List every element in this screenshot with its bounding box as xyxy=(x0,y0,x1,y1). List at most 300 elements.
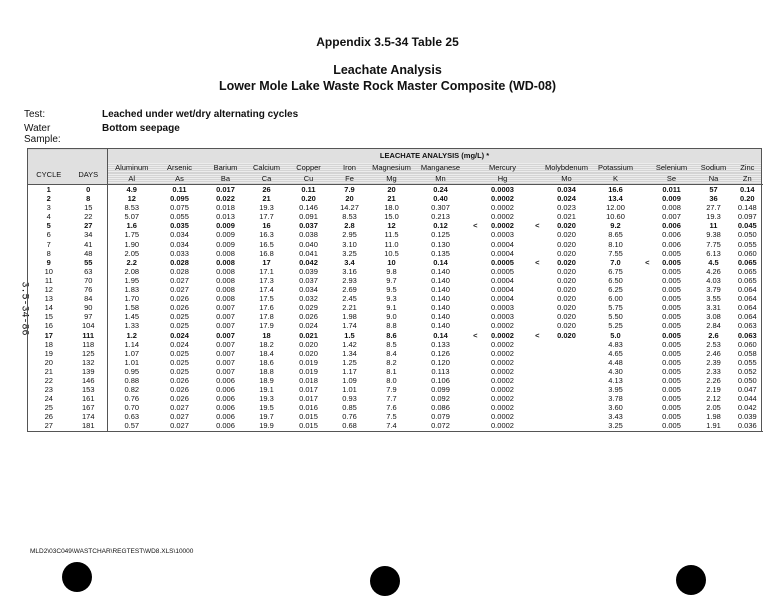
value-cell: 10.5 xyxy=(384,248,399,258)
value-cell: 8.4 xyxy=(386,348,397,358)
less-than-marker xyxy=(528,367,540,376)
value-cell: 8.1 xyxy=(386,366,397,376)
analyte-symbol: Mn xyxy=(416,173,466,185)
analyte-name: Copper xyxy=(286,163,332,173)
analyte-name: Sodium xyxy=(694,163,734,173)
value-cell: 0.042 xyxy=(299,257,318,267)
value-cell: 17.7 xyxy=(259,212,274,222)
less-than-marker xyxy=(528,212,540,221)
value-cell: 0.039 xyxy=(299,266,318,276)
slot-header xyxy=(638,163,650,173)
value-cell: 9.7 xyxy=(386,275,397,285)
value-cell: 7.55 xyxy=(608,248,623,258)
value-cell: 0.11 xyxy=(286,185,332,195)
value-cell: 7.0 xyxy=(610,257,621,267)
value-cell: 0.045 xyxy=(734,221,762,230)
value-cell: 1.33 xyxy=(108,321,156,330)
value-cell: 0.047 xyxy=(734,385,762,394)
value-cell: 0.008 xyxy=(216,257,235,267)
value-cell: 0.027 xyxy=(156,421,204,431)
value-cell: 8.53 xyxy=(342,212,357,222)
value-cell: 0.140 xyxy=(431,285,450,295)
analyte-symbol: K xyxy=(594,173,638,185)
value-cell: 1.91 xyxy=(694,421,734,431)
value-cell: 0.086 xyxy=(431,403,450,413)
value-cell: 0.005 xyxy=(662,294,681,304)
analyte-name: Potassium xyxy=(594,163,638,173)
value-cell: 0.034 xyxy=(540,185,594,195)
cycle-cell: 9 xyxy=(28,258,70,267)
value-cell: 0.042 xyxy=(734,403,762,412)
value-cell: 0.025 xyxy=(170,348,189,358)
value-cell: 2.8 xyxy=(344,221,355,231)
table-row xyxy=(28,267,762,276)
value-cell: 0.020 xyxy=(557,239,576,249)
less-than-marker xyxy=(638,249,650,258)
value-cell: 26 xyxy=(248,185,286,195)
less-than-marker xyxy=(466,267,478,276)
value-cell: 0.040 xyxy=(299,239,318,249)
less-than-marker xyxy=(528,249,540,258)
less-than-marker xyxy=(638,412,650,421)
value-cell: 12.00 xyxy=(606,203,625,213)
value-cell: 0.026 xyxy=(170,375,189,385)
table-row xyxy=(28,331,762,340)
value-cell: 2.2 xyxy=(108,258,156,267)
value-cell: 1.75 xyxy=(108,230,156,239)
value-cell: 0.14 xyxy=(433,330,448,340)
value-cell: 2.45 xyxy=(342,294,357,304)
less-than-marker xyxy=(466,403,478,412)
less-than-marker xyxy=(466,412,478,421)
value-cell: 0.019 xyxy=(299,357,318,367)
less-than-marker xyxy=(528,349,540,358)
value-cell: 2.95 xyxy=(342,230,357,240)
cycle-cell: 15 xyxy=(28,312,70,321)
value-cell: 5.0 xyxy=(610,330,621,340)
value-cell: 2.26 xyxy=(706,375,721,385)
value-cell: 0.018 xyxy=(299,375,318,385)
value-cell: 0.140 xyxy=(431,321,450,331)
value-cell: 0.140 xyxy=(431,312,450,322)
value-cell: 0.57 xyxy=(108,421,156,431)
value-cell: 1.45 xyxy=(108,312,156,321)
value-cell: 3.31 xyxy=(706,303,721,313)
value-cell: 8.65 xyxy=(608,230,623,240)
analyte-name: Manganese xyxy=(416,163,466,173)
cycle-cell: 26 xyxy=(28,412,70,421)
less-than-marker xyxy=(528,358,540,367)
value-cell xyxy=(540,394,594,403)
days-cell: 161 xyxy=(81,394,95,404)
value-cell: 0.88 xyxy=(108,376,156,385)
value-cell: 0.011 xyxy=(650,185,694,195)
header-cycle: CYCLE xyxy=(28,149,70,185)
value-cell: 9.1 xyxy=(386,303,397,313)
value-cell: 0.11 xyxy=(156,185,204,195)
value-cell: 0.0002 xyxy=(491,194,514,204)
value-cell: 0.14 xyxy=(433,257,448,267)
value-cell: 9.0 xyxy=(386,312,397,322)
value-cell: 0.035 xyxy=(170,221,189,231)
value-cell: 2.12 xyxy=(706,394,721,404)
days-cell: 118 xyxy=(82,339,95,349)
days-cell: 70 xyxy=(84,275,93,285)
value-cell: 0.14 xyxy=(734,185,762,195)
punch-hole xyxy=(676,565,706,595)
value-cell: 13.4 xyxy=(608,194,623,204)
table-row xyxy=(28,303,762,312)
value-cell: 7.5 xyxy=(386,412,397,422)
punch-hole xyxy=(62,562,92,592)
value-cell: 0.0004 xyxy=(491,239,514,249)
value-cell: 0.028 xyxy=(170,266,189,276)
days-cell: 132 xyxy=(81,357,95,367)
value-cell: 0.065 xyxy=(734,267,762,276)
value-cell: 0.032 xyxy=(299,294,318,304)
value-cell: 0.135 xyxy=(431,248,450,258)
less-than-marker xyxy=(528,203,540,212)
cycle-cell: 20 xyxy=(28,358,70,367)
value-cell: 0.0002 xyxy=(491,412,514,422)
value-cell: 18.2 xyxy=(259,339,274,349)
value-cell: 0.005 xyxy=(662,330,681,340)
value-cell: 8.0 xyxy=(386,375,397,385)
value-cell: 0.020 xyxy=(557,294,576,304)
analyte-symbol: Fe xyxy=(332,173,368,185)
value-cell: 17.5 xyxy=(259,294,274,304)
value-cell: 2.69 xyxy=(342,285,357,295)
value-cell: 0.005 xyxy=(662,321,681,331)
value-cell: 3.79 xyxy=(706,285,721,295)
value-cell: 0.025 xyxy=(170,366,189,376)
less-than-marker xyxy=(528,194,540,203)
days-cell: 15 xyxy=(84,203,93,213)
table-row xyxy=(28,185,762,195)
value-cell: 4.13 xyxy=(608,375,623,385)
value-cell: 0.0002 xyxy=(491,403,514,413)
value-cell: 0.0002 xyxy=(491,339,514,349)
value-cell: 19.9 xyxy=(248,421,286,431)
value-cell: 1.98 xyxy=(706,412,721,422)
value-cell: 0.044 xyxy=(734,394,762,403)
value-cell: 0.0002 xyxy=(491,221,514,231)
cycle-cell: 7 xyxy=(28,240,70,249)
value-cell: 0.097 xyxy=(734,212,762,221)
value-cell: 0.0002 xyxy=(491,375,514,385)
value-cell xyxy=(540,385,594,394)
value-cell: 0.113 xyxy=(431,366,450,376)
value-cell: 0.018 xyxy=(216,203,235,213)
value-cell: 18.4 xyxy=(259,348,274,358)
value-cell: 0.148 xyxy=(734,203,762,212)
value-cell: 0.0002 xyxy=(491,366,514,376)
days-cell: 48 xyxy=(84,248,93,258)
value-cell: 16.5 xyxy=(259,239,274,249)
value-cell: 1.83 xyxy=(108,285,156,294)
less-than-marker xyxy=(466,194,478,203)
value-cell: 0.020 xyxy=(557,257,576,267)
value-cell: 1.42 xyxy=(342,339,357,349)
value-cell: 0.036 xyxy=(734,421,762,431)
less-than-marker: < xyxy=(473,330,478,340)
less-than-marker xyxy=(528,385,540,394)
less-than-marker xyxy=(466,285,478,294)
analyte-name-row xyxy=(28,163,762,173)
value-cell: 0.005 xyxy=(662,366,681,376)
table-row xyxy=(28,285,762,294)
value-cell: 6.50 xyxy=(608,275,623,285)
value-cell: 3.4 xyxy=(344,257,355,267)
leachate-table xyxy=(27,148,762,432)
analyte-symbol: Ca xyxy=(248,173,286,185)
table-row xyxy=(28,394,762,403)
value-cell xyxy=(540,349,594,358)
less-than-marker xyxy=(466,321,478,330)
value-cell: 7.75 xyxy=(706,239,721,249)
analyte-symbol: Mg xyxy=(368,173,416,185)
value-cell: 0.146 xyxy=(299,203,318,213)
analyte-name: Molybdenum xyxy=(540,163,594,173)
value-cell: 0.027 xyxy=(170,285,189,295)
value-cell: 0.005 xyxy=(662,412,681,422)
value-cell: 1.17 xyxy=(342,366,357,376)
value-cell: 0.005 xyxy=(662,348,681,358)
value-cell: 0.005 xyxy=(662,285,681,295)
value-cell: 5.50 xyxy=(608,312,623,322)
value-cell: 7.9 xyxy=(386,385,397,395)
value-cell: 0.026 xyxy=(170,394,189,404)
less-than-marker xyxy=(638,358,650,367)
less-than-marker xyxy=(466,203,478,212)
less-than-marker xyxy=(466,294,478,303)
value-cell: 8.8 xyxy=(386,321,397,331)
value-cell: 1.6 xyxy=(108,221,156,230)
value-cell: 1.74 xyxy=(342,321,357,331)
value-cell: 0.041 xyxy=(299,248,318,258)
days-cell: 76 xyxy=(84,285,93,295)
value-cell: 8.10 xyxy=(608,239,623,249)
value-cell: 8.53 xyxy=(108,203,156,212)
value-cell: 0.022 xyxy=(216,194,235,204)
page-reference: 3.5-34-86 xyxy=(18,281,30,336)
test-value: Leached under wet/dry alternating cycles xyxy=(102,109,299,120)
value-cell: 0.70 xyxy=(108,403,156,412)
less-than-marker xyxy=(638,267,650,276)
value-cell: 3.25 xyxy=(594,421,638,431)
value-cell: 21 xyxy=(262,194,271,204)
value-cell: 0.064 xyxy=(734,285,762,294)
days-cell: 8 xyxy=(86,194,91,204)
value-cell: 0.007 xyxy=(662,212,681,222)
value-cell: 0.060 xyxy=(734,340,762,349)
value-cell: 0.0002 xyxy=(491,203,514,213)
value-cell: 1.70 xyxy=(108,294,156,303)
less-than-marker xyxy=(638,421,650,431)
value-cell: 0.85 xyxy=(342,403,357,413)
less-than-marker xyxy=(638,276,650,285)
value-cell: 0.125 xyxy=(431,230,450,240)
table-row xyxy=(28,376,762,385)
value-cell: 1.09 xyxy=(342,375,357,385)
value-cell: 0.027 xyxy=(170,412,189,422)
analyte-symbol: Mo xyxy=(540,173,594,185)
analyte-name: Barium xyxy=(204,163,248,173)
value-cell: 0.0005 xyxy=(491,266,514,276)
days-cell: 34 xyxy=(84,230,93,240)
value-cell: 8.6 xyxy=(386,330,397,340)
less-than-marker xyxy=(638,194,650,203)
analyte-name: Mercury xyxy=(478,163,528,173)
slot-header xyxy=(466,173,478,185)
less-than-marker: < xyxy=(535,257,540,267)
value-cell: 0.034 xyxy=(299,285,318,295)
analyte-name: Zinc xyxy=(734,163,762,173)
value-cell: 0.025 xyxy=(170,321,189,331)
value-cell: 0.009 xyxy=(216,239,235,249)
value-cell: 0.006 xyxy=(216,375,235,385)
appendix-title: Appendix 3.5-34 Table 25 xyxy=(316,35,459,49)
value-cell xyxy=(540,403,594,412)
value-cell: 0.0003 xyxy=(491,312,514,322)
value-cell: 0.065 xyxy=(734,258,762,267)
value-cell: 0.092 xyxy=(431,394,450,404)
value-cell: 0.005 xyxy=(662,357,681,367)
value-cell: 0.024 xyxy=(170,330,189,340)
value-cell: 0.005 xyxy=(662,275,681,285)
value-cell: 0.0002 xyxy=(491,357,514,367)
cycle-cell: 25 xyxy=(28,403,70,412)
cycle-cell: 17 xyxy=(28,331,70,340)
value-cell: 0.015 xyxy=(286,421,332,431)
table-row xyxy=(28,321,762,330)
less-than-marker xyxy=(638,203,650,212)
value-cell: 3.78 xyxy=(608,394,623,404)
value-cell: 0.126 xyxy=(431,348,450,358)
value-cell: 1.01 xyxy=(108,358,156,367)
value-cell: 0.0002 xyxy=(491,330,514,340)
value-cell: 27.7 xyxy=(706,203,721,213)
table-row xyxy=(28,221,762,230)
value-cell: 15.0 xyxy=(384,212,399,222)
group-header: LEACHATE ANALYSIS (mg/L) * xyxy=(108,149,762,164)
days-cell: 125 xyxy=(81,348,95,358)
less-than-marker xyxy=(466,185,478,195)
value-cell: 12 xyxy=(387,221,396,231)
value-cell: 0.055 xyxy=(734,240,762,249)
value-cell: 3.60 xyxy=(608,403,623,413)
value-cell: 0.68 xyxy=(332,421,368,431)
value-cell: 0.021 xyxy=(299,330,318,340)
value-cell: 2.21 xyxy=(342,303,357,313)
value-cell: 0.007 xyxy=(216,348,235,358)
less-than-marker xyxy=(528,267,540,276)
days-cell: 167 xyxy=(81,403,95,413)
value-cell: 19.7 xyxy=(259,412,274,422)
value-cell: 0.055 xyxy=(170,212,189,222)
value-cell: 0.025 xyxy=(170,312,189,322)
cycle-cell: 21 xyxy=(28,367,70,376)
value-cell: 0.015 xyxy=(299,412,318,422)
value-cell: 0.76 xyxy=(108,394,156,403)
value-cell: 0.026 xyxy=(299,312,318,322)
less-than-marker xyxy=(528,421,540,431)
less-than-marker xyxy=(638,403,650,412)
days-cell: 139 xyxy=(81,366,95,376)
value-cell: 0.005 xyxy=(662,248,681,258)
value-cell: 0.005 xyxy=(662,375,681,385)
value-cell: 9.3 xyxy=(386,294,397,304)
value-cell: 3.95 xyxy=(608,385,623,395)
table-row xyxy=(28,403,762,412)
value-cell: 0.050 xyxy=(734,376,762,385)
value-cell: 1.58 xyxy=(108,303,156,312)
value-cell: 0.006 xyxy=(216,394,235,404)
value-cell: 0.024 xyxy=(557,194,576,204)
value-cell: 0.020 xyxy=(557,221,576,231)
value-cell: 9.38 xyxy=(706,230,721,240)
cycle-cell: 2 xyxy=(28,194,70,203)
value-cell: 0.007 xyxy=(216,366,235,376)
value-cell: 0.008 xyxy=(216,275,235,285)
value-cell: 0.064 xyxy=(734,312,762,321)
value-cell: 2.93 xyxy=(342,275,357,285)
value-cell: 7.4 xyxy=(368,421,416,431)
analyte-symbol: Cu xyxy=(286,173,332,185)
days-cell: 153 xyxy=(81,385,95,395)
value-cell: 18 xyxy=(262,330,271,340)
table-row xyxy=(28,312,762,321)
value-cell xyxy=(540,367,594,376)
cycle-cell: 1 xyxy=(28,185,70,195)
value-cell: 19.5 xyxy=(259,403,274,413)
value-cell: 0.009 xyxy=(216,230,235,240)
less-than-marker xyxy=(466,312,478,321)
value-cell: 0.020 xyxy=(557,312,576,322)
analyte-name: Iron xyxy=(332,163,368,173)
less-than-marker xyxy=(638,376,650,385)
value-cell xyxy=(540,421,594,431)
value-cell: 0.013 xyxy=(216,212,235,222)
cycle-cell: 10 xyxy=(28,267,70,276)
value-cell: 2.05 xyxy=(108,249,156,258)
value-cell: 0.065 xyxy=(734,276,762,285)
value-cell: 6.25 xyxy=(608,285,623,295)
value-cell: 14.27 xyxy=(340,203,359,213)
cycle-cell: 11 xyxy=(28,276,70,285)
value-cell: 0.050 xyxy=(734,230,762,239)
value-cell: 0.005 xyxy=(662,339,681,349)
value-cell: 16.3 xyxy=(259,230,274,240)
days-cell: 104 xyxy=(81,321,95,331)
less-than-marker xyxy=(466,212,478,221)
slot-header xyxy=(466,163,478,173)
value-cell: 17.3 xyxy=(259,275,274,285)
value-cell: 0.0002 xyxy=(491,348,514,358)
less-than-marker xyxy=(466,230,478,239)
slot-header xyxy=(528,173,540,185)
value-cell: 1.07 xyxy=(108,349,156,358)
table-row xyxy=(28,240,762,249)
value-cell: 21 xyxy=(387,194,396,204)
value-cell: 0.060 xyxy=(734,249,762,258)
value-cell: 1.14 xyxy=(108,340,156,349)
value-cell: 57 xyxy=(694,185,734,195)
value-cell: 2.84 xyxy=(706,321,721,331)
value-cell: 17.8 xyxy=(259,312,274,322)
analyte-name: Calcium xyxy=(248,163,286,173)
analyte-symbol: Hg xyxy=(478,173,528,185)
